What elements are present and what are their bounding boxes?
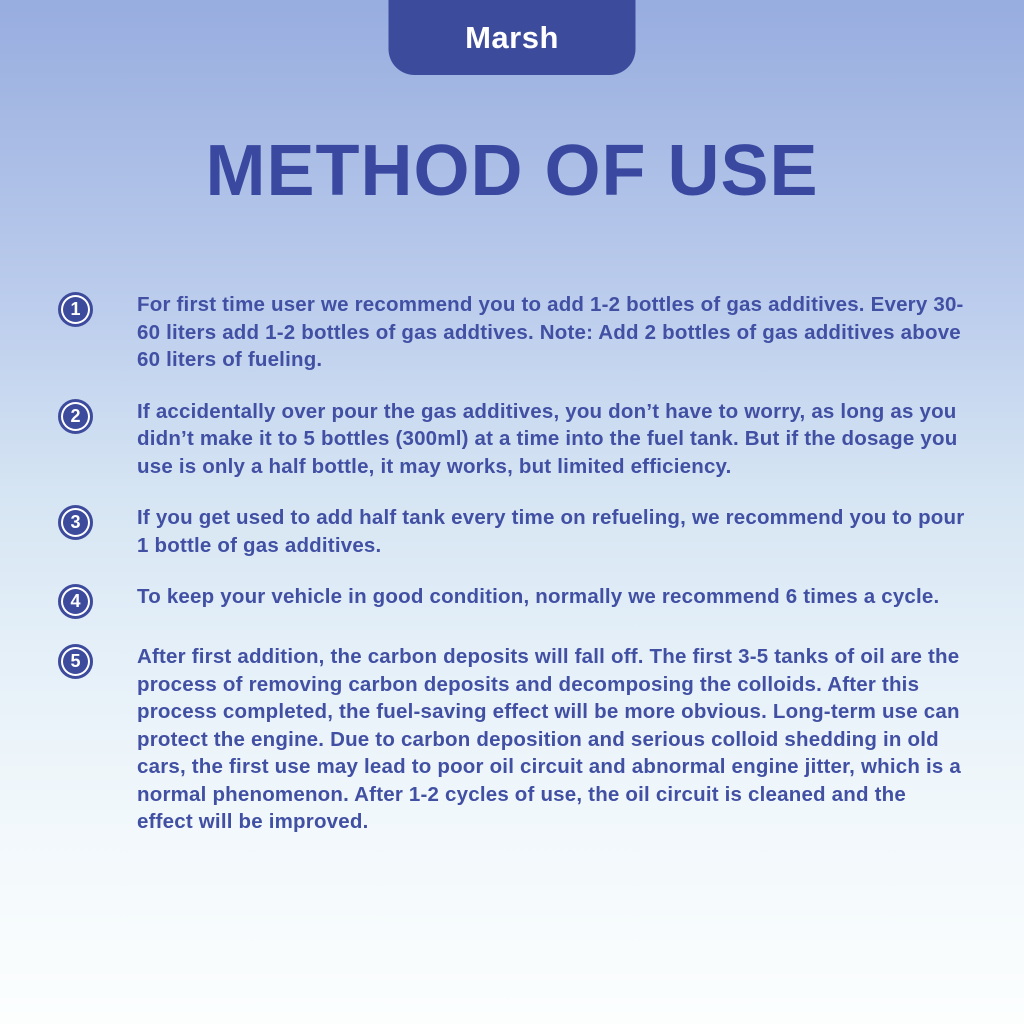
steps-list [58, 291, 968, 836]
step-item-3 [58, 504, 968, 559]
brand-badge [389, 0, 636, 75]
step-item-5 [58, 643, 968, 836]
step-text-3: If you get used to add half tank every time on refueling, we recommend you to pour 1 bottle of gas additives. [137, 506, 965, 557]
step-item-2 [58, 398, 968, 481]
step-number-badge-2: 2 [58, 399, 93, 434]
step-item-4 [58, 583, 968, 619]
step-number-badge-4: 4 [58, 584, 93, 619]
step-number-badge-3: 3 [58, 505, 93, 540]
brand-name: Marsh [465, 19, 559, 55]
page-title: METHOD OF USE [205, 131, 819, 211]
step-number-badge-5: 5 [58, 644, 93, 679]
step-number-badge-1: 1 [58, 292, 93, 327]
step-text-4: To keep your vehicle in good condition, normally we recommend 6 times a cycle. [137, 585, 940, 608]
step-text-1: For first time user we recommend you to add 1-2 bottles of gas additives. Every 30-60 liters add 1-2 bottles of gas addtives. Note: Add 2 bottles of gas additives above 60 liters of fueling. [137, 293, 964, 371]
step-text-5: After first addition, the carbon deposits will fall off. The first 3-5 tanks of oil are the process of removing carbon deposits and decomposing the colloids. After this process completed, the fuel-saving effect will be more obvious. Long-term use can protect the engine. Due to carbon deposition and serious colloid shedding in old cars, the first use may lead to poor oil circuit and abnormal engine jitter, which is a normal phenomenon. After 1-2 cycles of use, the oil circuit is cleaned and the effect will be improved. [137, 645, 961, 833]
step-item-1 [58, 291, 968, 374]
step-text-2: If accidentally over pour the gas additives, you don’t have to worry, as long as you didn’t make it to 5 bottles (300ml) at a time into the fuel tank. But if the dosage you use is only a half bottle, it may works, but limited efficiency. [137, 399, 958, 478]
